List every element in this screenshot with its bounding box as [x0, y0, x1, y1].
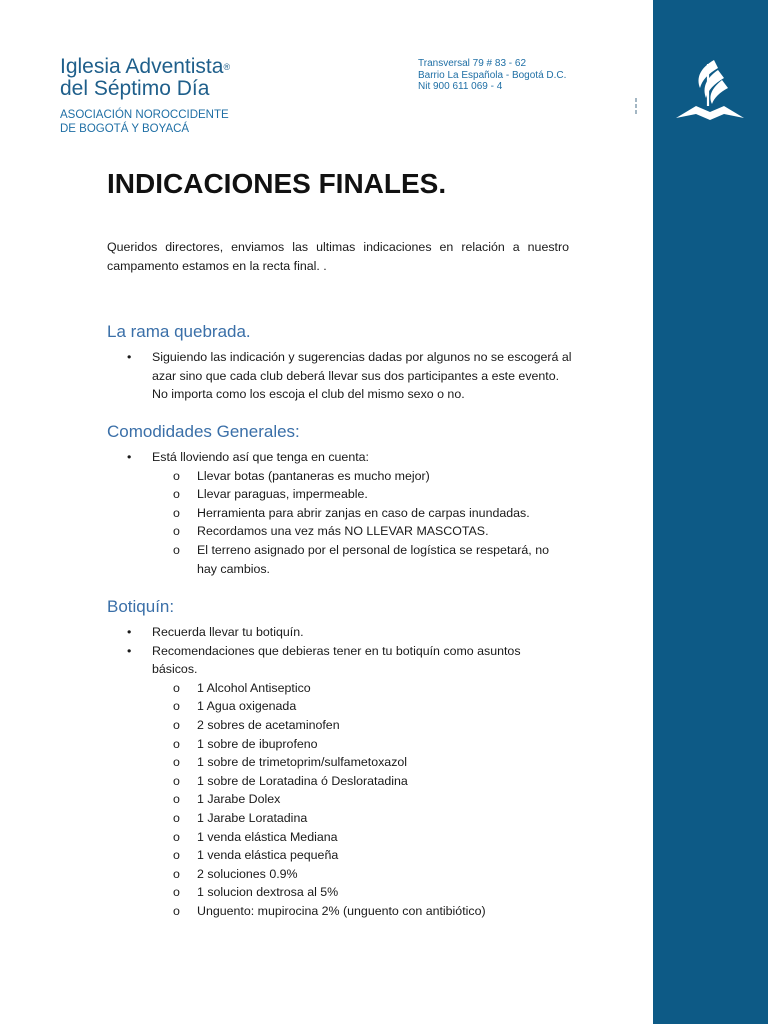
rama-list	[107, 348, 577, 404]
brand-sidebar	[653, 0, 768, 1024]
address-street: Transversal 79 # 83 - 62	[418, 58, 527, 69]
list-item: • Recomendaciones que debieras tener en tu botiquín como asuntos básicos.	[127, 643, 521, 677]
sub-list-item: o Unguento: mupirocina 2% (unguento con antibiótico)	[107, 902, 577, 921]
botiquin-list	[107, 623, 577, 921]
sub-list-item: o 1 sobre de trimetoprim/sulfametoxazol	[107, 753, 577, 772]
sub-bullet-marker: o	[173, 542, 180, 557]
org-association-line1: ASOCIACIÓN NOROCCIDENTE	[60, 109, 229, 121]
sub-bullet-marker: o	[173, 755, 180, 770]
section-heading-botiquin: Botiquín:	[107, 597, 175, 616]
bullet-marker: •	[127, 643, 132, 658]
sub-list-item: o 1 solucion dextrosa al 5%	[107, 883, 577, 902]
address-neighborhood: Barrio La Española - Bogotá D.C.	[418, 69, 567, 81]
organization-header	[60, 56, 230, 136]
adventist-flame-bible-icon	[674, 58, 746, 124]
sub-bullet-marker: o	[173, 866, 180, 881]
registered-mark: ®	[223, 62, 231, 72]
section-heading-comodidades: Comodidades Generales:	[107, 422, 300, 441]
sub-list-item: o 1 Jarabe Dolex	[107, 790, 577, 809]
sub-bullet-marker: o	[173, 468, 180, 483]
org-name-line1: Iglesia Adventista®	[60, 55, 231, 78]
address-nit: Nit 900 611 069 - 4	[418, 81, 503, 92]
comodidades-list	[107, 448, 577, 578]
list-item: • Está lloviendo así que tenga en cuenta:	[107, 448, 577, 467]
sub-bullet-marker: o	[173, 885, 180, 900]
intro-paragraph: Queridos directores, enviamos las ultimas indicaciones en relación a nuestro campamento estamos en la recta final. .	[107, 240, 569, 273]
sub-list-item: o 1 Alcohol Antiseptico	[107, 679, 577, 698]
address-block	[418, 58, 566, 93]
bullet-marker: •	[127, 625, 132, 639]
sub-bullet-marker: o	[173, 810, 180, 825]
sub-bullet-marker: o	[173, 524, 180, 539]
sub-bullet-marker: o	[173, 829, 180, 844]
sub-bullet-marker: o	[173, 505, 180, 520]
org-association	[60, 108, 230, 136]
sub-bullet-marker: o	[173, 487, 180, 502]
sub-bullet-marker: o	[173, 699, 180, 714]
sub-list-item: o 1 venda elástica Mediana	[107, 828, 577, 847]
sub-list-item: o 1 Agua oxigenada	[107, 697, 577, 716]
sub-list-item: o 1 sobre de Loratadina ó Desloratadina	[107, 772, 577, 791]
bullet-marker: •	[127, 450, 132, 464]
org-name-line2: del Séptimo Día	[60, 77, 210, 100]
sub-bullet-marker: o	[173, 717, 180, 732]
org-association-line2: DE BOGOTÁ Y BOYACÁ	[60, 123, 190, 135]
sidebar-tick-mark	[635, 98, 637, 114]
sub-bullet-marker: o	[173, 903, 180, 918]
sub-list-item: o 1 Jarabe Loratadina	[107, 809, 577, 828]
sub-list-item: o Llevar botas (pantaneras es mucho mejor)	[107, 467, 577, 486]
section-heading-rama: La rama quebrada.	[107, 322, 251, 341]
sub-bullet-marker: o	[173, 773, 180, 788]
sub-list-item: o El terreno asignado por el personal de logística se respetará, no hay cambios.	[173, 542, 549, 576]
sub-list-item: o Llevar paraguas, impermeable.	[107, 485, 577, 504]
sub-bullet-marker: o	[173, 736, 180, 751]
page-title: INDICACIONES FINALES.	[107, 168, 447, 199]
sub-list-item: o 2 sobres de acetaminofen	[107, 716, 577, 735]
sub-list-item: o 1 venda elástica pequeña	[107, 846, 577, 865]
sub-bullet-marker: o	[173, 792, 180, 807]
sub-list-item: o 1 sobre de ibuprofeno	[107, 735, 577, 754]
bullet-marker: •	[127, 350, 132, 364]
sub-list-item: o 2 soluciones 0.9%	[107, 865, 577, 884]
sub-bullet-marker: o	[173, 680, 180, 695]
sub-list-item: o Recordamos una vez más NO LLEVAR MASCOTAS.	[107, 522, 577, 541]
list-item: • Recuerda llevar tu botiquín.	[107, 623, 577, 642]
sub-bullet-marker: o	[173, 848, 180, 863]
list-item: • Siguiendo las indicación y sugerencias dadas por algunos no se escogerá al azar sino que cada club deberá llevar sus dos participantes a este evento. No importa como los escoja el club del mismo sexo o no.	[127, 350, 572, 402]
sub-list-item: o Herramienta para abrir zanjas en caso de carpas inundadas.	[107, 504, 577, 523]
